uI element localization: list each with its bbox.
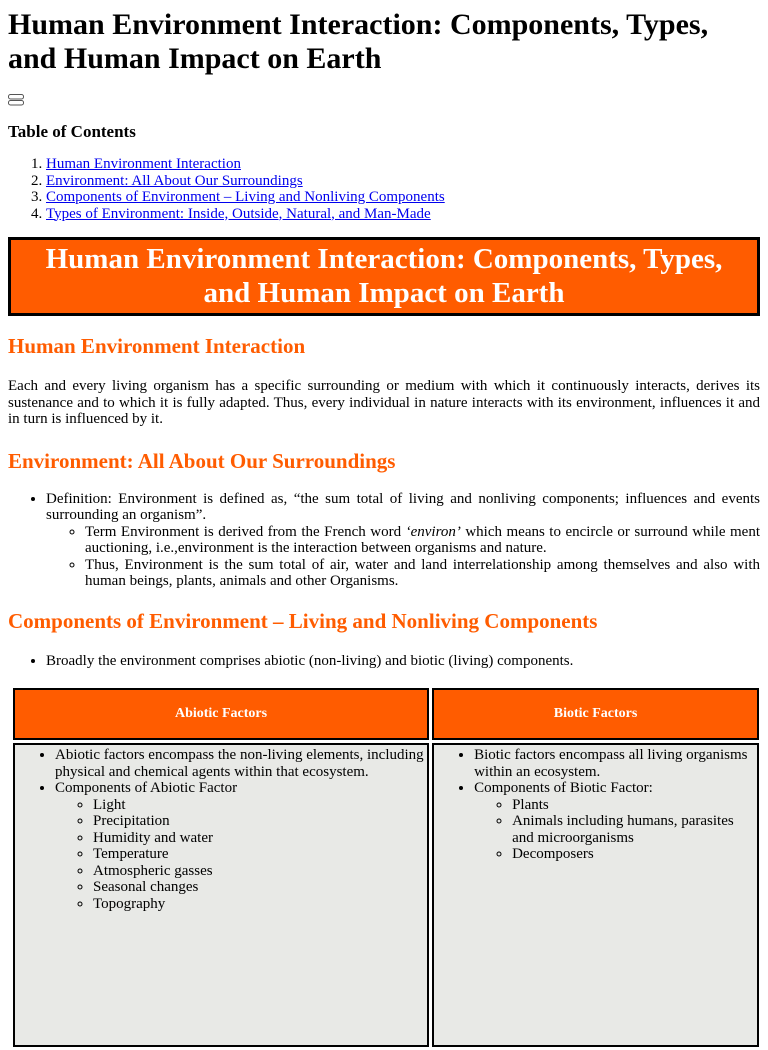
list-item: ◦ Topography: [93, 896, 427, 913]
section-heading-environment: Environment: All About Our Surroundings: [8, 448, 396, 473]
abiotic-cell: [13, 743, 429, 1047]
abiotic-list: [15, 747, 427, 912]
list-item: ◦ Atmospheric gasses: [93, 863, 427, 880]
biotic-components-list: [474, 797, 757, 863]
section-heading-components: Components of Environment – Living and Nonliving Components: [8, 608, 598, 633]
list-item: ◦ Plants: [512, 797, 757, 814]
list-item: [55, 780, 427, 912]
list-item: • Biotic factors encompass all living organisms within an ecosystem.: [474, 747, 757, 780]
toc-link-types[interactable]: Types of Environment: Inside, Outside, Natural, and Man-Made: [46, 205, 431, 222]
list-item: ◦ Seasonal changes: [93, 879, 427, 896]
toc-item: [46, 189, 760, 206]
title-banner: Human Environment Interaction: Components, Types, and Human Impact on Earth: [8, 237, 760, 316]
list-item: ◦ Animals including humans, parasites and microorganisms: [512, 813, 757, 846]
sub-item-text: Term Environment is derived from the French word: [85, 523, 406, 540]
biotic-header: Biotic Factors: [432, 688, 759, 740]
list-item: ◦ Light: [93, 797, 427, 814]
list-item: ◦ Temperature: [93, 846, 427, 863]
article: [0, 8, 768, 1050]
page-title: Human Environment Interaction: Components, Types, and Human Impact on Earth: [8, 8, 709, 75]
toc-heading: Table of Contents: [8, 122, 136, 141]
list-item: • Abiotic factors encompass the non-living elements, including physical and chemical agents within that ecosystem.: [55, 747, 427, 780]
list-item: [46, 491, 760, 590]
table-header-row: [13, 688, 759, 740]
abiotic-header: Abiotic Factors: [13, 688, 429, 740]
toc-toggle-icon[interactable]: [8, 94, 24, 106]
intro-paragraph: Each and every living organism has a specific surrounding or medium with which it continuously interacts, derives its sustenance and to which it is fully adapted. Thus, every individual in nature interacts with its environment, influences it and in turn is influenced by it.: [8, 378, 760, 427]
list-item: ◦ Thus, Environment is the sum total of air, water and land interrelationship among themselves and also with human beings, plants, animals and other Organisms.: [85, 557, 760, 590]
list-item: • Broadly the environment comprises abiotic (non-living) and biotic (living) components.: [46, 653, 760, 670]
emphasis-text: ‘environ’: [405, 523, 461, 540]
biotic-cell: [432, 743, 759, 1047]
abiotic-components-list: [55, 797, 427, 913]
toc-link-components[interactable]: Components of Environment – Living and Nonliving Components: [46, 189, 445, 205]
definition-sublist: [46, 524, 760, 590]
components-bullets: [8, 653, 760, 670]
list-item: [85, 524, 760, 557]
toc-link-human-environment-interaction[interactable]: Human Environment Interaction: [46, 156, 241, 172]
factors-table: [10, 685, 762, 1050]
toc-item: [46, 156, 760, 173]
toc-link-environment[interactable]: Environment: All About Our Surroundings: [46, 172, 303, 189]
biotic-list: [434, 747, 757, 863]
toc-item: [46, 206, 760, 223]
list-item: ◦ Precipitation: [93, 813, 427, 830]
list-item: ◦ Decomposers: [512, 846, 757, 863]
table-row: [13, 743, 759, 1047]
toc-item: [46, 173, 760, 190]
toc-list: [8, 156, 760, 222]
abiotic-components-label: Components of Abiotic Factor: [55, 780, 238, 796]
sub-item-text: which means to encircle or surround while ment auctioning, i.e.,environment is the interaction between organisms and nature.: [85, 523, 760, 556]
list-item: ◦ Humidity and water: [93, 830, 427, 847]
list-item: [474, 780, 757, 863]
definition-text: Definition: Environment is defined as, “the sum total of living and nonliving components; influences and events surrounding an organism”.: [46, 490, 760, 523]
environment-bullets: [8, 491, 760, 590]
biotic-components-label: Components of Biotic Factor:: [474, 780, 653, 796]
section-heading-human-environment-interaction: Human Environment Interaction: [8, 334, 306, 358]
